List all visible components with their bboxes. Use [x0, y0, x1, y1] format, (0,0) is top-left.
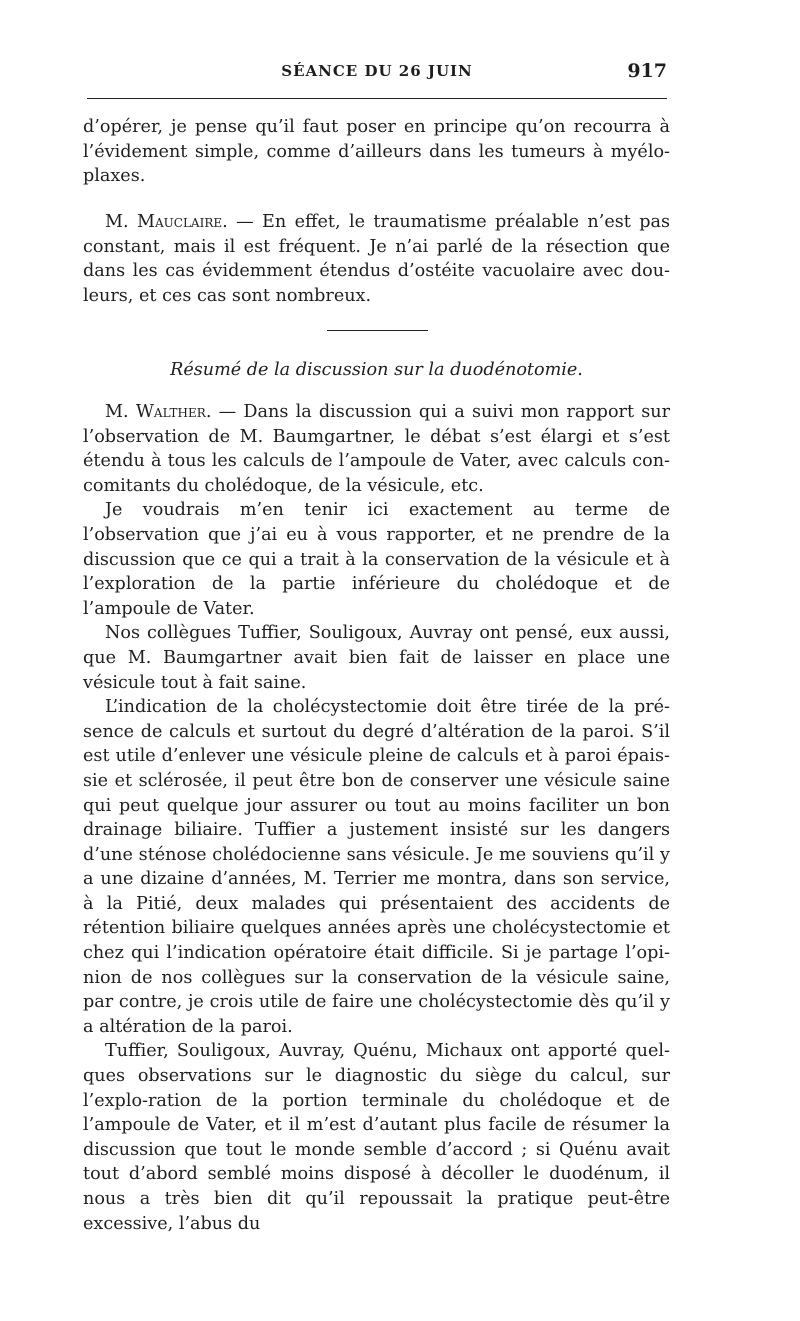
paragraph	[83, 210, 670, 308]
paragraph: L’indication de la cholécystectomie doit être tirée de la pré-sence de calculs et surtout du degré d’altération de la paroi. S’il est utile d’enlever une vésicule pleine de calculs et à paroi épais-sie et sclérosée, il peut être bon de conserver une vésicule saine qui peut quelque jour assurer ou tout au moins faciliter un bon drainage biliaire. Tuffier a justement insisté sur les dangers d’une sténose cholédocienne sans vésicule. Je me souviens qu’il y a une dizaine d’années, M. Terrier me montra, dans son service, à la Pitié, deux malades qui présentaient des accidents de rétention biliaire quelques années après une cholécystectomie et chez qui l’indication opératoire était difficile. Si je partage l’opi-nion de nos collègues sur la conservation de la vésicule saine, par contre, je crois utile de faire une cholécystectomie dès qu’il y a altération de la paroi.	[83, 697, 670, 1037]
speaker-name: M. Mauclaire.	[105, 212, 228, 232]
paragraph: Nos collègues Tuffier, Souligoux, Auvray ont pensé, eux aussi, que M. Baumgartner avait bien fait de laisser en place une vésicule tout à fait saine.	[83, 623, 670, 693]
paragraph-text: — En effet, le traumatisme préalable n’est pas constant, mais il est fréquent. Je n’ai parlé de la résection que dans les cas évidemment étendus d’ostéite vacuolaire avec dou-leurs, et ces cas sont nombreux.	[83, 212, 670, 306]
paragraph	[83, 400, 670, 498]
speaker-name: M. Walther.	[105, 402, 212, 422]
paragraph: Tuffier, Souligoux, Auvray, Quénu, Michaux ont apporté quel-ques observations sur le diagnostic du siège du calcul, sur l’explo-ration de la portion terminale du cholédoque et de l’ampoule de Vater, et il m’est d’autant plus facile de résumer la discussion que tout le monde semble d’accord ; si Quénu avait tout d’abord semblé moins disposé à décoller le duodénum, il nous a très bien dit qu’il repoussait la pratique peut-être excessive, l’abus du	[83, 1041, 670, 1234]
walther-section	[83, 400, 670, 1236]
paragraph-text: — Dans la discussion qui a suivi mon rapport sur l’observation de M. Baumgartner, le débat s’est élargi et s’est étendu à tous les calculs de l’ampoule de Vater, avec calculs con-comitants du cholédoque, de la vésicule, etc.	[83, 402, 670, 496]
section-separator	[327, 330, 428, 331]
mauclaire-paragraph	[83, 210, 670, 308]
paragraph-text: d’opérer, je pense qu’il faut poser en principe qu’on recourra à l’évidement simple, comme d’ailleurs dans les tumeurs à myélo-plaxes.	[83, 117, 670, 187]
section-title: Résumé de la discussion sur la duodénotomie.	[170, 360, 583, 380]
continuation-paragraph	[83, 115, 670, 189]
page-header	[87, 60, 667, 84]
page-number: 917	[627, 60, 667, 82]
running-title: SÉANCE DU 26 JUIN	[281, 62, 473, 80]
header-rule	[87, 98, 667, 99]
paragraph: Je voudrais m’en tenir ici exactement au terme de l’observation que j’ai eu à vous rapporter, et ne prendre de la discussion que ce qui a trait à la conservation de la vésicule et à l’exploration de la partie inférieure du cholédoque et de l’ampoule de Vater.	[83, 500, 670, 619]
